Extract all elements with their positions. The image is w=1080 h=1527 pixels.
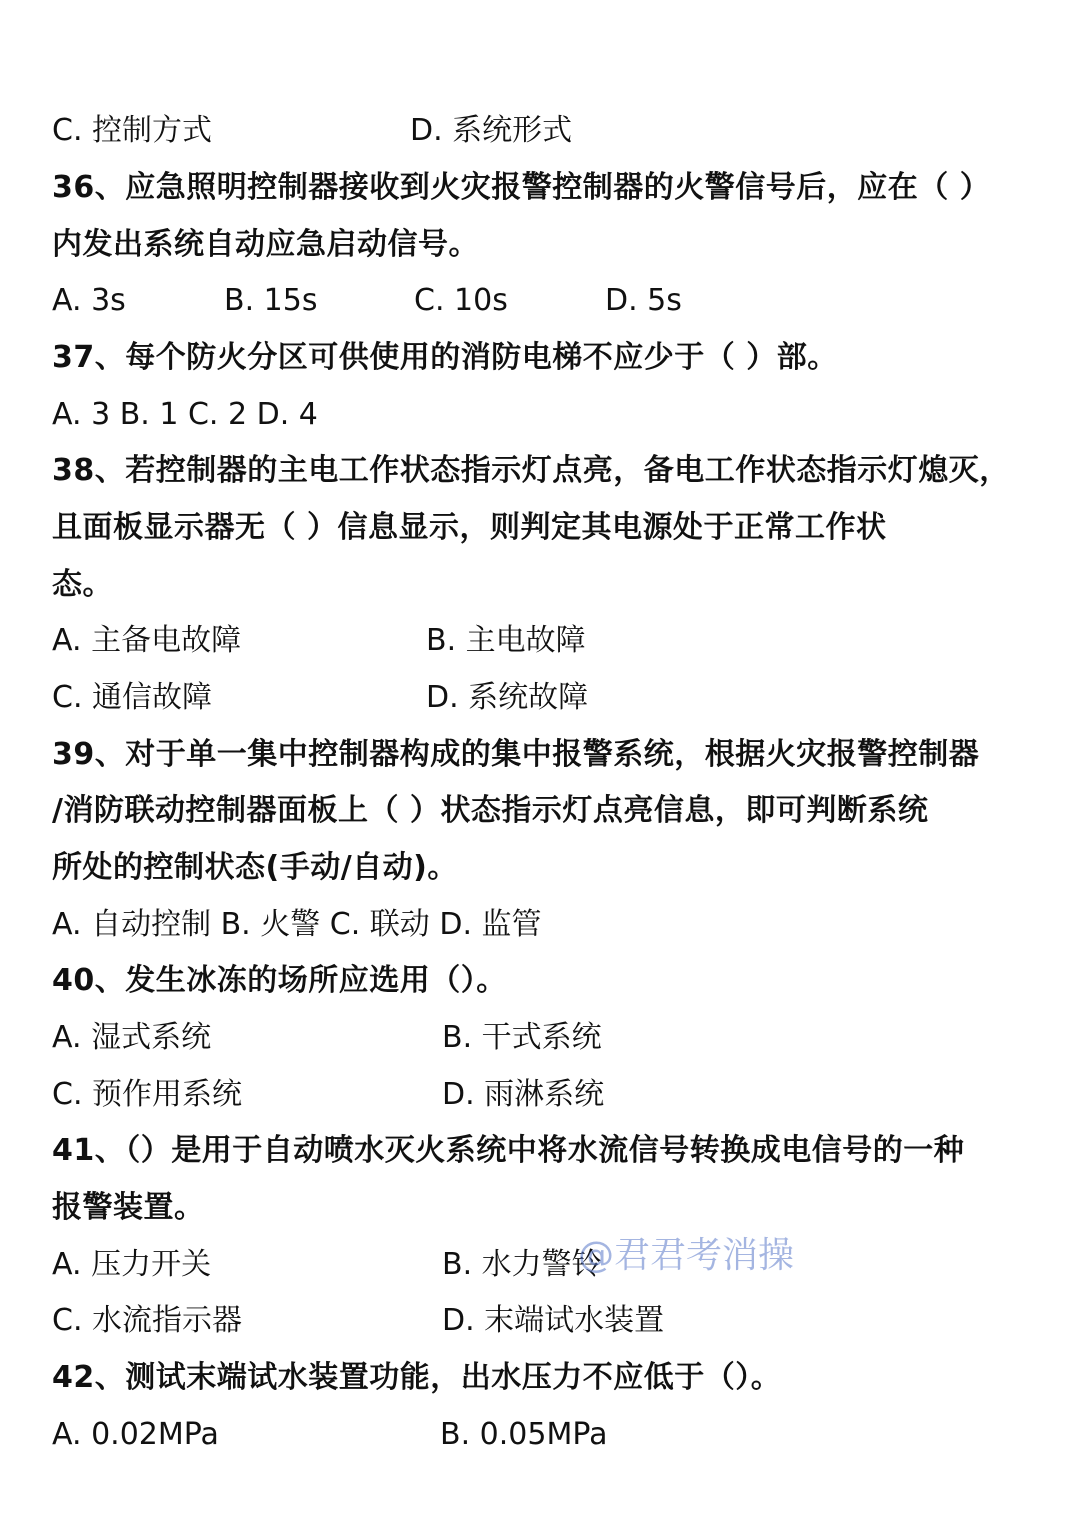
question-42: 42、测试末端试水装置功能，出水压力不应低于（）。 xyxy=(52,1360,782,1395)
q38-options-cd xyxy=(52,670,1037,726)
option-b: B. 主电故障 xyxy=(426,623,586,658)
question-38-line-2: 且面板显示器无（ ）信息显示，则判定其电源处于正常工作状 xyxy=(52,510,887,545)
option-a: A. 主备电故障 xyxy=(52,623,242,658)
question-36-line-1: 36、应急照明控制器接收到火灾报警控制器的火警信号后，应在（ ） xyxy=(52,170,991,205)
option-c: C. 水流指示器 xyxy=(52,1303,243,1338)
option-b: B. 0.05MPa xyxy=(440,1417,608,1452)
option-d: D. 雨淋系统 xyxy=(442,1077,605,1112)
question-36-line-2: 内发出系统自动应急启动信号。 xyxy=(52,227,479,262)
q41-options-ab xyxy=(52,1237,1037,1293)
option-d: D. 系统故障 xyxy=(426,680,589,715)
q42-options-ab xyxy=(52,1407,1037,1463)
option-d: D. 5s xyxy=(605,283,682,318)
question-41-line-1: 41、（）是用于自动喷水灭火系统中将水流信号转换成电信号的一种 xyxy=(52,1133,965,1168)
option-b: B. 干式系统 xyxy=(442,1020,602,1055)
option-b: B. 水力警铃 xyxy=(442,1247,602,1282)
option-c: C. 10s xyxy=(414,283,508,318)
q41-options-cd xyxy=(52,1293,1037,1349)
q37-options: A. 3 B. 1 C. 2 D. 4 xyxy=(52,397,318,432)
option-c: C. 控制方式 xyxy=(52,113,213,148)
option-d: D. 末端试水装置 xyxy=(442,1303,665,1338)
q35-options-cd xyxy=(52,103,1037,159)
question-38-line-1: 38、若控制器的主电工作状态指示灯点亮，备电工作状态指示灯熄灭， xyxy=(52,453,1010,488)
question-41-line-2: 报警装置。 xyxy=(52,1190,205,1225)
question-39-line-1: 39、对于单一集中控制器构成的集中报警系统，根据火灾报警控制器 xyxy=(52,737,980,772)
option-c: C. 通信故障 xyxy=(52,680,213,715)
q36-options xyxy=(52,273,1037,329)
question-37: 37、每个防火分区可供使用的消防电梯不应少于（ ）部。 xyxy=(52,340,838,375)
question-39-line-3: 所处的控制状态(手动/自动)。 xyxy=(52,850,458,885)
question-38-line-3: 态。 xyxy=(52,567,113,602)
option-b: B. 15s xyxy=(224,283,318,318)
q40-options-ab xyxy=(52,1010,1037,1066)
watermark-text: @君君考消操 xyxy=(578,1235,795,1276)
option-d: D. 系统形式 xyxy=(410,113,573,148)
q40-options-cd xyxy=(52,1067,1037,1123)
option-c: C. 预作用系统 xyxy=(52,1077,243,1112)
option-a: A. 3s xyxy=(52,283,126,318)
option-a: A. 0.02MPa xyxy=(52,1417,219,1452)
q39-options: A. 自动控制 B. 火警 C. 联动 D. 监管 xyxy=(52,907,542,942)
option-a: A. 压力开关 xyxy=(52,1247,212,1282)
question-40: 40、发生冰冻的场所应选用（）。 xyxy=(52,963,507,998)
question-39-line-2: /消防联动控制器面板上（ ）状态指示灯点亮信息，即可判断系统 xyxy=(52,793,929,828)
q38-options-ab xyxy=(52,613,1037,669)
option-a: A. 湿式系统 xyxy=(52,1020,212,1055)
